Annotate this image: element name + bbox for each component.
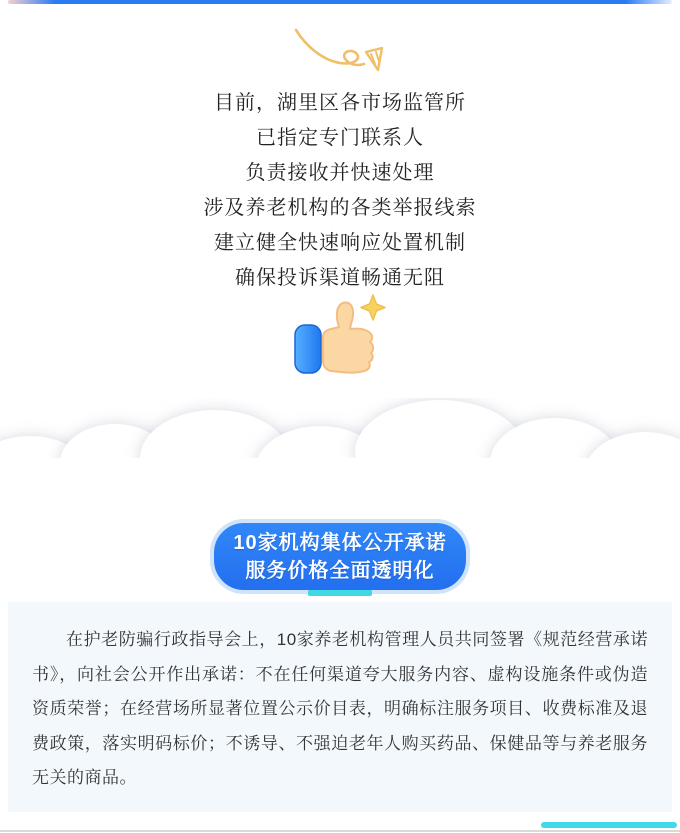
hand-shape — [323, 303, 373, 373]
intro-text-block — [0, 86, 680, 296]
pledge-paragraph: 在护老防骗行政指导会上，10家养老机构管理人员共同签署《规范经营承诺书》，向社会公开作出承诺：不在任何渠道夸大服务内容、虚构设施条件或伪造资质荣誉；在经营场所显著位置公示价目表，明确标注服务项目、收费标准及退费政策，落实明码标价；不诱导、不强迫老年人购买药品、保健品等与养老服务无关的商品。 — [32, 630, 648, 787]
intro-line: 确保投诉渠道畅通无阻 — [235, 267, 445, 289]
pledge-panel — [8, 602, 672, 812]
cta-banner-button[interactable] — [210, 519, 470, 594]
footer-cyan-accent-bar — [541, 822, 677, 828]
top-gradient-divider — [8, 0, 672, 4]
intro-line: 负责接收并快速处理 — [245, 162, 435, 184]
footer-hairline-divider — [0, 830, 680, 832]
thumbs-up-illustration — [290, 293, 390, 377]
intro-line: 已指定专门联系人 — [256, 127, 424, 149]
cta-line2: 服务价格全面透明化 — [245, 559, 435, 582]
cta-underline-accent — [308, 590, 372, 596]
intro-line: 建立健全快速响应处置机制 — [214, 232, 466, 254]
sleeve-shape — [295, 325, 321, 373]
scribble-flag-doodle-icon — [292, 26, 392, 78]
intro-line: 目前，湖里区各市场监管所 — [214, 92, 466, 114]
sparkle-icon — [361, 295, 385, 320]
intro-line: 涉及养老机构的各类举报线索 — [203, 197, 477, 219]
cloud-band-graphic — [0, 398, 680, 498]
cta-line1: 10家机构集体公开承诺 — [233, 531, 447, 554]
